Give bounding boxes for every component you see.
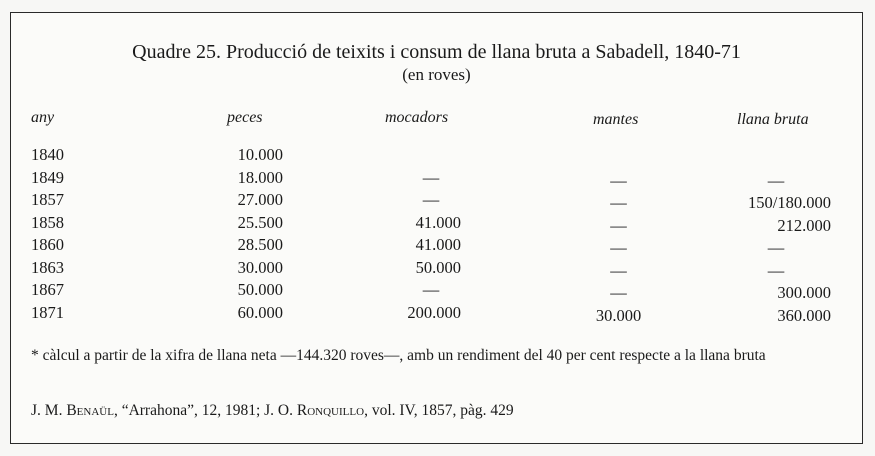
cell-llana-bruta: — — [767, 171, 785, 190]
cell-any: 1857 — [31, 190, 64, 209]
cell-any: 1871 — [31, 303, 64, 322]
cell-any: 1840 — [31, 145, 64, 164]
source-author1-initials: J. M. — [31, 402, 67, 419]
cell-mocadors: 200.000 — [407, 303, 461, 322]
cell-peces: 27.000 — [237, 190, 283, 209]
cell-any: 1863 — [31, 258, 64, 277]
cell-mocadors: 41.000 — [415, 235, 461, 254]
cell-llana-bruta: 150/180.000 — [748, 193, 831, 212]
cell-mantes: — — [610, 171, 627, 190]
cell-llana-bruta: 300.000 — [777, 283, 831, 302]
cell-peces: 50.000 — [237, 280, 283, 299]
table-title: Quadre 25. Producció de teixits i consum de llana bruta a Sabadell, 1840-71 — [132, 41, 741, 63]
cell-mantes: — — [610, 193, 627, 212]
cell-peces: 18.000 — [237, 168, 283, 187]
cell-mantes: 30.000 — [595, 306, 642, 325]
source-part1: , “Arrahona”, 12, 1981; J. O. — [113, 402, 297, 419]
table-subtitle: (en roves) — [402, 65, 471, 84]
cell-llana-bruta: — — [767, 238, 785, 257]
source-author2-surname: Ronquillo — [296, 402, 365, 419]
header-any: any — [31, 109, 55, 126]
cell-llana-bruta: — — [767, 261, 785, 280]
cell-peces: 60.000 — [237, 303, 283, 322]
footnote: * càlcul a partir de la xifra de llana neta —144.320 roves—, amb un rendiment del 40 per cent respecte a la llana bruta — [31, 347, 766, 364]
header-peces: peces — [227, 109, 263, 126]
cell-any: 1860 — [31, 235, 64, 254]
cell-peces: 30.000 — [237, 258, 283, 277]
cell-llana-bruta: 212.000 — [777, 216, 831, 235]
cell-mocadors: 50.000 — [415, 258, 461, 277]
cell-mantes: — — [610, 216, 627, 235]
cell-mocadors: — — [422, 280, 440, 299]
source-citation — [31, 401, 851, 420]
header-mantes: mantes — [593, 111, 639, 128]
header-mocadors: mocadors — [385, 109, 449, 126]
cell-mocadors: — — [422, 190, 440, 209]
cell-mocadors: — — [422, 168, 440, 187]
cell-mocadors: 41.000 — [415, 213, 461, 232]
source-author1-surname: Benaül — [66, 402, 114, 419]
cell-mantes: — — [610, 238, 627, 257]
cell-peces: 10.000 — [237, 145, 283, 164]
cell-any: 1858 — [31, 213, 64, 232]
cell-llana-bruta: 360.000 — [777, 306, 831, 325]
cell-any: 1849 — [31, 168, 64, 187]
table-frame — [10, 12, 863, 444]
cell-any: 1867 — [31, 280, 64, 299]
header-llana-bruta: llana bruta — [737, 111, 809, 128]
cell-peces: 28.500 — [237, 235, 283, 254]
cell-mantes: — — [610, 261, 627, 280]
source-part2: , vol. IV, 1857, pàg. 429 — [364, 402, 514, 419]
cell-peces: 25.500 — [237, 213, 283, 232]
cell-mantes: — — [610, 283, 627, 302]
